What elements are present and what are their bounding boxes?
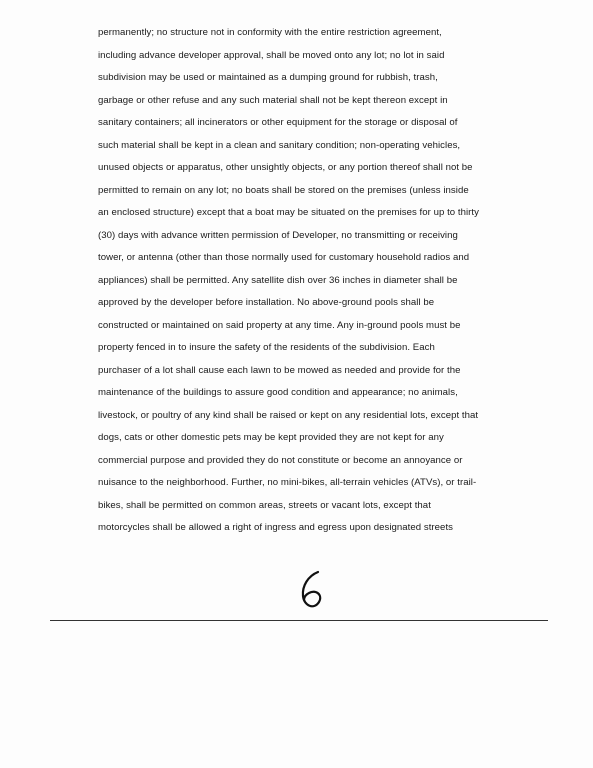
text-line: tower, or antenna (other than those normally used for customary household radios and bbox=[98, 252, 470, 263]
text-line: such material shall be kept in a clean and sanitary condition; non-operating vehicles, bbox=[98, 139, 461, 151]
page-number-text bbox=[332, 568, 333, 569]
text-line: bikes, shall be permitted on common areas, streets or vacant lots, except that bbox=[98, 499, 431, 511]
text-line: permitted to remain on any lot; no boats shall be stored on the premises (unless inside bbox=[98, 184, 469, 196]
text-line: permanently; no structure not in conformity with the entire restriction agreement, bbox=[98, 27, 442, 38]
text-line: nuisance to the neighborhood. Further, no mini-bikes, all-terrain vehicles (ATVs), or trail- bbox=[98, 477, 477, 488]
text-line: including advance developer approval, shall be moved onto any lot; no lot in said bbox=[98, 49, 445, 61]
text-line: an enclosed structure) except that a boat may be situated on the premises for up to thirty bbox=[98, 207, 479, 218]
text-line: motorcycles shall be allowed a right of ingress and egress upon designated streets bbox=[98, 522, 454, 533]
text-line: subdivision may be used or maintained as a dumping ground for rubbish, trash, bbox=[98, 72, 438, 83]
text-line: garbage or other refuse and any such material shall not be kept thereon except in bbox=[98, 94, 448, 106]
text-line: (30) days with advance written permission of Developer, no transmitting or receiving bbox=[98, 229, 458, 241]
footer-rule bbox=[50, 620, 548, 621]
text-line: sanitary containers; all incinerators or other equipment for the storage or disposal of bbox=[98, 117, 458, 128]
text-line: unused objects or apparatus, other unsightly objects, or any portion thereof shall not be bbox=[98, 162, 473, 173]
text-line: appliances) shall be permitted. Any satellite dish over 36 inches in diameter shall be bbox=[98, 274, 458, 286]
text-line: maintenance of the buildings to assure good condition and appearance; no animals, bbox=[98, 387, 458, 398]
text-line: constructed or maintained on said property at any time. Any in-ground pools must be bbox=[98, 319, 461, 331]
handwritten-page-number bbox=[292, 568, 332, 612]
body-text bbox=[98, 22, 538, 540]
text-line: livestock, or poultry of any kind shall be raised or kept on any residential lots, except that bbox=[98, 409, 479, 421]
text-line: property fenced in to insure the safety of the residents of the subdivision. Each bbox=[98, 342, 435, 353]
text-line: dogs, cats or other domestic pets may be kept provided they are not kept for any bbox=[98, 432, 444, 443]
handwritten-six-glyph bbox=[292, 568, 332, 612]
text-line: purchaser of a lot shall cause each lawn to be mowed as needed and provide for the bbox=[98, 364, 461, 376]
text-line: commercial purpose and provided they do not constitute or become an annoyance or bbox=[98, 454, 463, 466]
text-line: approved by the developer before installation. No above-ground pools shall be bbox=[98, 297, 435, 308]
